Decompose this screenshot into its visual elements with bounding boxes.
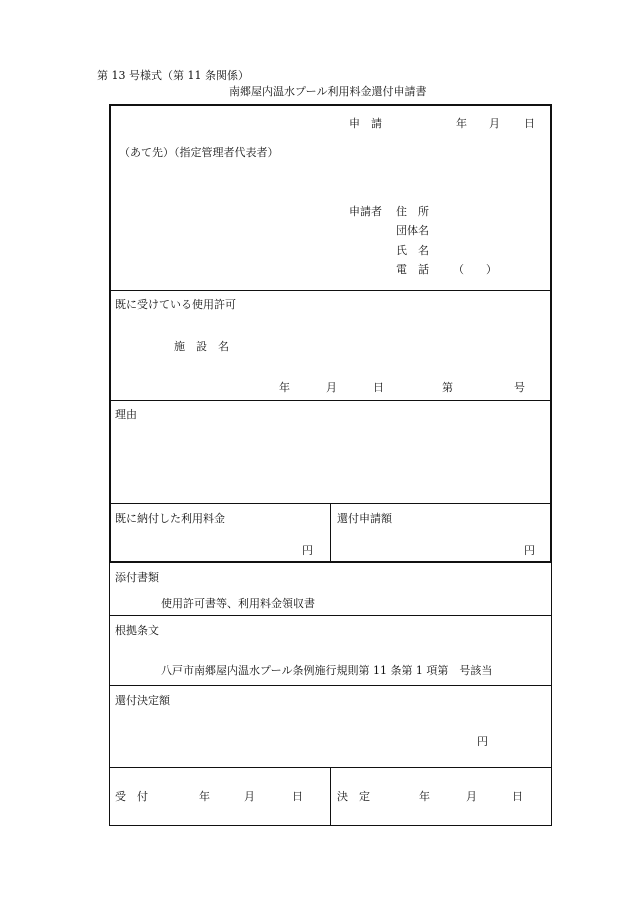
- phone-paren: （ ）: [453, 263, 497, 276]
- divider-footer-vertical: [330, 768, 331, 825]
- permit-go: 号: [514, 381, 525, 394]
- receipt-year: 年: [199, 790, 210, 803]
- basis-heading: 根拠条文: [115, 624, 159, 637]
- divider-attachments: [109, 615, 552, 616]
- decision-amount-heading: 還付決定額: [115, 694, 170, 707]
- refund-amount-label: 還付申請額: [337, 512, 392, 525]
- receipt-day: 日: [292, 790, 303, 803]
- refund-amount-yen: 円: [524, 544, 535, 557]
- permit-year: 年: [279, 381, 290, 394]
- decision-month: 月: [466, 790, 477, 803]
- application-date-label: 申 請: [349, 117, 382, 130]
- permit-dai: 第: [442, 381, 453, 394]
- permit-month: 月: [326, 381, 337, 394]
- group-label: 団体名: [396, 224, 429, 237]
- frame-right-lower: [551, 562, 552, 826]
- permit-heading: 既に受けている使用許可: [115, 298, 236, 311]
- receipt-month: 月: [244, 790, 255, 803]
- attachments-heading: 添付書類: [115, 571, 159, 584]
- form-title: 南郷屋内温水プール利用料金還付申請書: [229, 85, 427, 98]
- applicant-label: 申請者: [349, 205, 382, 218]
- decision-year: 年: [419, 790, 430, 803]
- divider-basis: [109, 685, 552, 686]
- phone-label: 電 話: [396, 263, 429, 276]
- decision-amount-yen: 円: [477, 735, 488, 748]
- name-label: 氏 名: [396, 244, 429, 257]
- form-number: 第 13 号様式（第 11 条関係）: [97, 69, 249, 82]
- attachments-content: 使用許可書等、利用料金領収書: [161, 597, 315, 610]
- addressee: （あて先）（指定管理者代表者）: [119, 146, 279, 159]
- divider-bottom: [109, 825, 552, 826]
- applicant-frame: [109, 104, 552, 563]
- basis-content: 八戸市南郷屋内温水プール条例施行規則第 11 条第 1 項第 号該当: [161, 664, 493, 677]
- application-month: 月: [489, 117, 500, 130]
- divider-fees-vertical: [330, 504, 331, 562]
- frame-left-lower: [109, 562, 110, 826]
- application-day: 日: [524, 117, 535, 130]
- decision-day: 日: [512, 790, 523, 803]
- divider-reason: [110, 400, 551, 401]
- divider-permit: [110, 290, 551, 291]
- paid-fee-yen: 円: [302, 544, 313, 557]
- address-label: 住 所: [396, 205, 429, 218]
- receipt-label: 受 付: [115, 790, 148, 803]
- decision-label: 決 定: [337, 790, 370, 803]
- facility-label: 施 設 名: [174, 340, 229, 353]
- application-year: 年: [456, 117, 467, 130]
- reason-heading: 理由: [115, 408, 137, 421]
- paid-fee-label: 既に納付した利用料金: [115, 512, 225, 525]
- permit-day: 日: [373, 381, 384, 394]
